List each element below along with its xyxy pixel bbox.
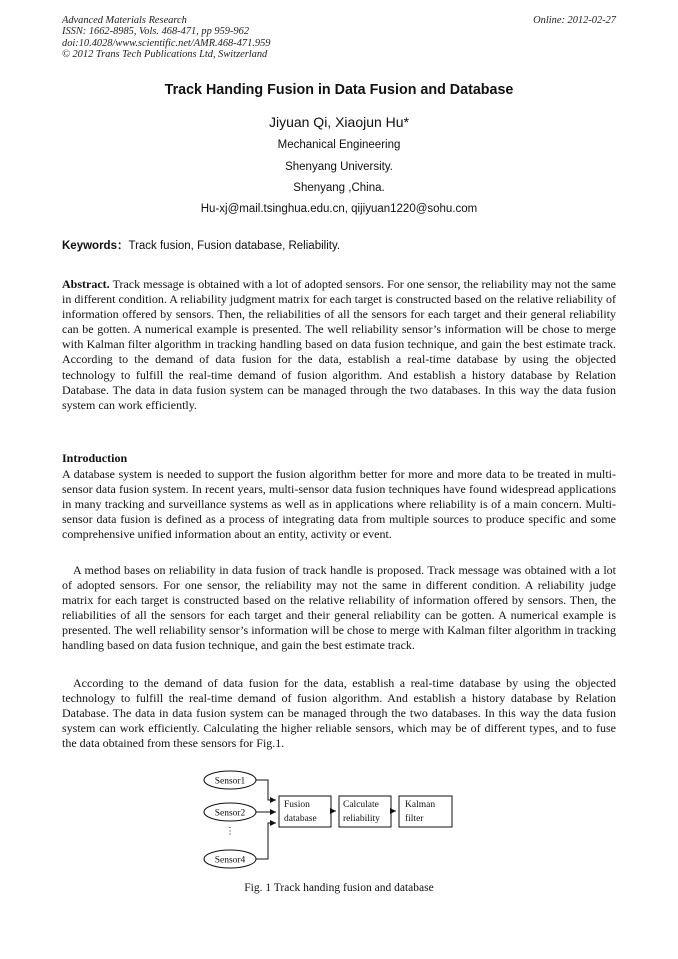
affiliation-dept: Mechanical Engineering — [277, 139, 401, 151]
online-date: Online: 2012-02-27 — [533, 15, 616, 26]
sensor2-label: Sensor2 — [214, 808, 246, 819]
sensor4-node — [204, 850, 256, 868]
affiliation-city: Shenyang ,China. — [293, 182, 385, 194]
keywords-text: Track fusion, Fusion database, Reliability. — [128, 240, 341, 252]
kalman-filter-box — [399, 796, 452, 827]
calculate-reliability-label-1: Calculate — [343, 800, 379, 810]
kalman-filter-label-2: filter — [405, 814, 424, 824]
fusion-database-label-1: Fusion — [284, 800, 310, 810]
paper-title: Track Handing Fusion in Data Fusion and Database — [164, 82, 514, 98]
abstract-label: Abstract. — [62, 277, 110, 291]
doi-line: doi:10.4028/www.scientific.net/AMR.468-471.959 — [62, 37, 271, 49]
intro-paragraph-2: A method bases on reliability in data fusion of track handle is proposed. Track message was obtained with a lot of adopted sensors. For one sensor, the reliability may not the same in different condition. A reliability judge matrix for each target is constructed based on the relative reliability of information offered by sensors. Then, the reliabilities of all the sensors for each target and their general reliability can be gotten. A numerical example is presented. The well reliability sensor’s information will be chose to merge with Kalman filter algorithm in tracking handling based on data fusion technique, and gain the best estimate track. — [62, 563, 616, 653]
sensor2-node — [204, 803, 256, 821]
figure-1-caption: Fig. 1 Track handing fusion and database — [244, 882, 434, 894]
sensor4-label: Sensor4 — [214, 855, 246, 866]
calculate-reliability-label-2: reliability — [343, 814, 380, 824]
authors: Jiyuan Qi, Xiaojun Hu* — [268, 114, 410, 130]
intro-paragraph-1: A database system is needed to support the fusion algorithm better for more and more data to be treated in multi-sensor data fusion system. In recent years, multi-sensor data fusion techniques have found widespread applications in many tracking and surveillance systems as well as in applications where reliability is of a main concern. Multi-sensor data fusion is defined as a process of integrating data from multiple sources to produce specific and some comprehensive unified information about an entity, activity or event. — [62, 467, 616, 542]
sensor1-label: Sensor1 — [214, 776, 246, 787]
author-emails: Hu-xj@mail.tsinghua.edu.cn, qijiyuan1220@sohu.com — [200, 203, 478, 215]
fusion-database-label-2: database — [284, 814, 317, 824]
keywords-label: Keywords： — [62, 240, 129, 252]
intro-paragraph-3: According to the demand of data fusion for the data, establish a real-time database by using the objected technology to fulfill the real-time demand of fusion algorithm. And establish a history database by Relation Database. The data in data fusion system can be managed through the two databases. In this way the data fusion system can work efficiently. Calculating the higher reliable sensors, which may be of different types, and to fuse the data obtained from these sensors for Fig.1. — [62, 676, 616, 751]
journal-name: Advanced Materials Research — [62, 15, 187, 26]
fusion-database-box — [279, 796, 331, 827]
sensor-ellipsis: ⋮ — [225, 827, 235, 837]
sensor1-node — [204, 771, 256, 789]
section-heading-introduction: Introduction — [62, 451, 128, 465]
calculate-reliability-box — [339, 796, 391, 827]
abstract-text: Track message is obtained with a lot of adopted sensors. For one sensor, the reliability may not the same in different condition. A reliability judgment matrix for each target is constructed based on the relative reliability of information offered by sensors. Then, the reliabilities of all the sensors for each target and their general reliability can be gotten. A numerical example is presented. The well reliability sensor’s information will be chose to merge with Kalman filter algorithm in tracking handling based on data fusion technique, and gain the best estimate track. According to the demand of data fusion for the data, establish a real-time database by using the objected technology to fulfill the real-time demand of fusion algorithm. And establish a history database by Relation Database. The data in data fusion system can be managed through the two databases. In this way the data fusion system can work efficiently. — [62, 277, 616, 412]
affiliation-university: Shenyang University. — [285, 161, 393, 173]
issn-line: ISSN: 1662-8985, Vols. 468-471, pp 959-962 — [62, 26, 250, 38]
sensor-connectors — [256, 780, 276, 859]
kalman-filter-label-1: Kalman — [405, 800, 436, 810]
copyright-line: © 2012 Trans Tech Publications Ltd, Switzerland — [62, 49, 268, 61]
